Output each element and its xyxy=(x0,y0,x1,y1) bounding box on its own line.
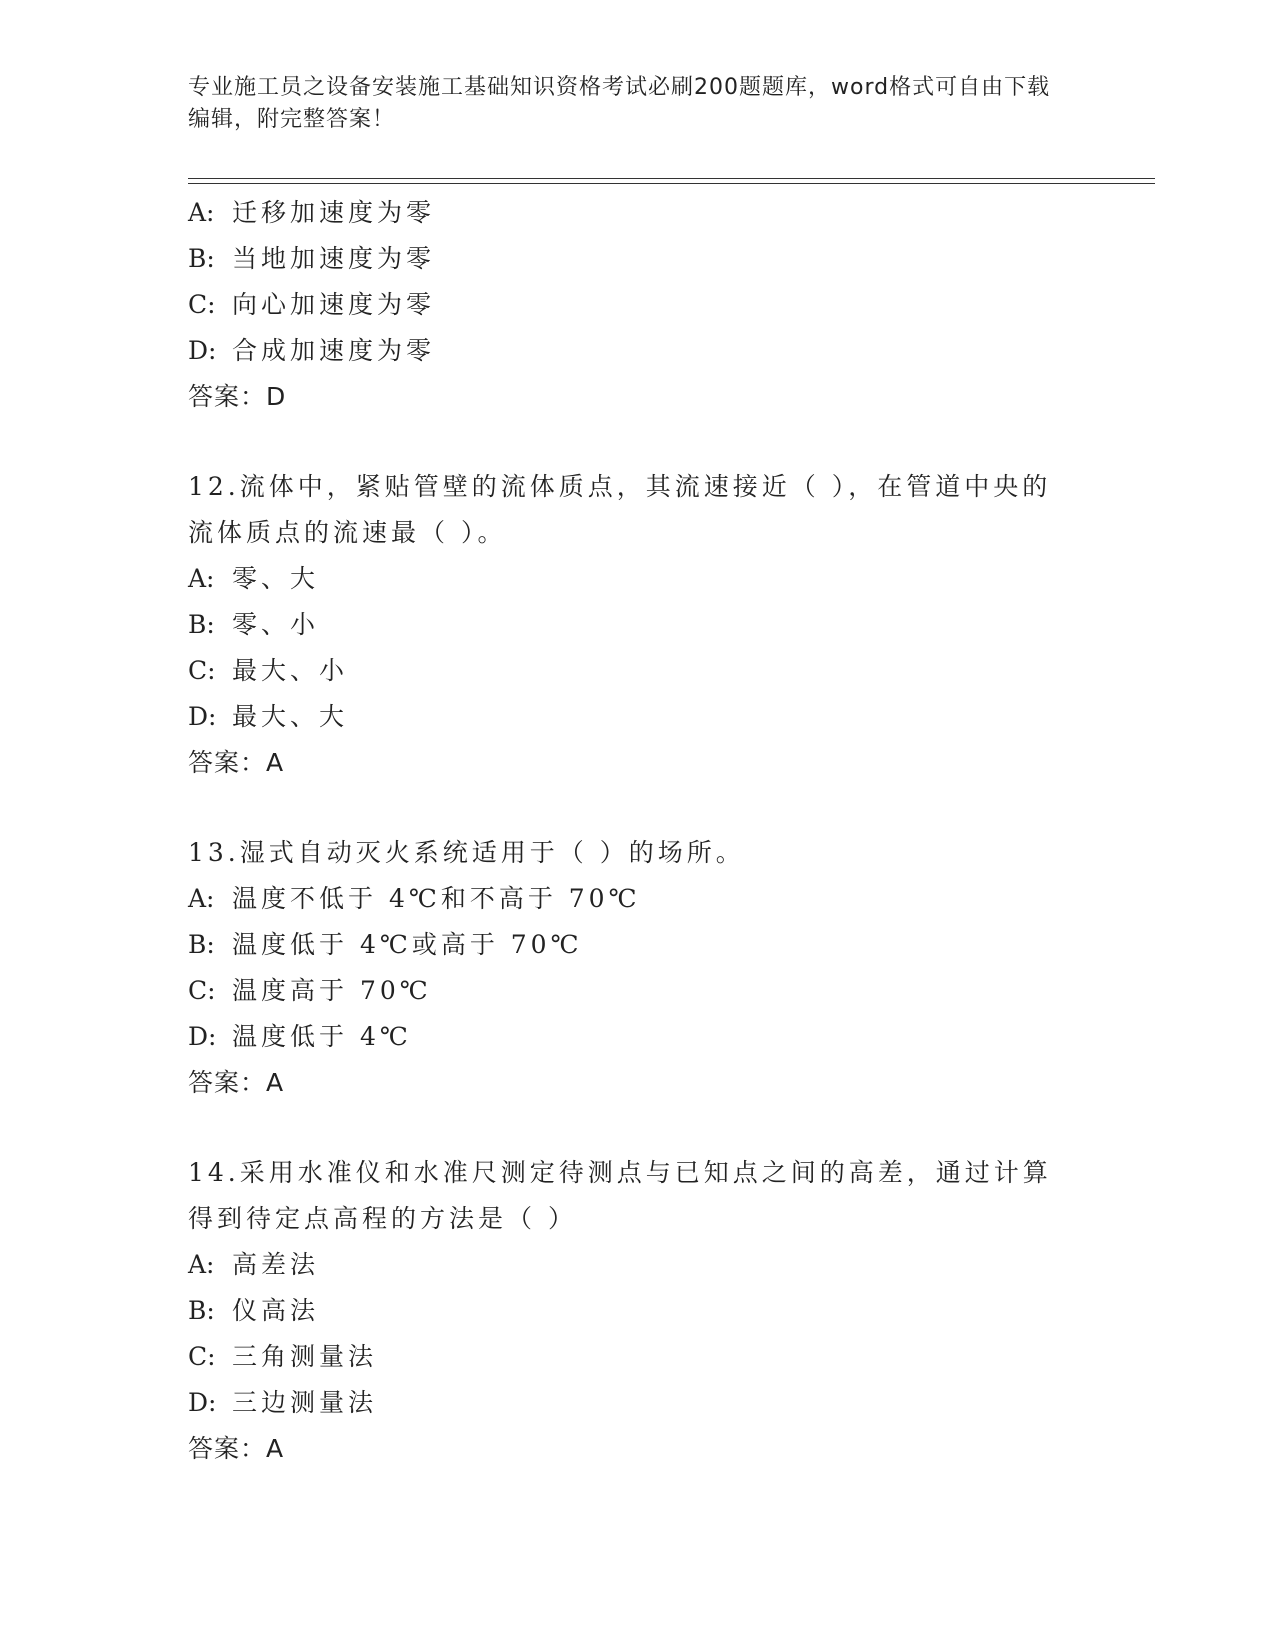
option-letter: A: xyxy=(188,1250,215,1279)
option-text: 温度低于 4℃ xyxy=(232,1022,412,1051)
option-text: 温度不低于 4℃和不高于 70℃ xyxy=(232,884,641,913)
option-letter: A: xyxy=(188,884,215,913)
answer: 答案：A xyxy=(188,748,285,777)
option-d xyxy=(188,328,1088,374)
option-letter: B: xyxy=(188,610,215,639)
option-text: 最大、大 xyxy=(232,702,349,731)
option-text: 最大、小 xyxy=(232,656,349,685)
option-letter: B: xyxy=(188,930,215,959)
option-b xyxy=(188,236,1088,282)
option-letter: C: xyxy=(188,290,216,319)
option-c xyxy=(188,648,1088,694)
option-text: 温度低于 4℃或高于 70℃ xyxy=(232,930,583,959)
option-text: 零、大 xyxy=(232,564,320,593)
option-letter: B: xyxy=(188,244,215,273)
question-14 xyxy=(188,1150,1088,1472)
page-header: 专业施工员之设备安装施工基础知识资格考试必刷200题题库，word格式可自由下载编辑，附完整答案！ xyxy=(188,75,1051,132)
option-letter: C: xyxy=(188,976,216,1005)
option-text: 合成加速度为零 xyxy=(232,336,436,365)
option-letter: D: xyxy=(188,1388,217,1417)
question-13 xyxy=(188,830,1088,1106)
question-12 xyxy=(188,464,1088,786)
option-text: 温度高于 70℃ xyxy=(232,976,432,1005)
question-stem: 14.采用水准仪和水准尺测定待测点与已知点之间的高差，通过计算得到待定点高程的方法是（ ） xyxy=(188,1158,1052,1233)
option-text: 当地加速度为零 xyxy=(232,244,436,273)
option-letter: D: xyxy=(188,336,217,365)
option-text: 高差法 xyxy=(232,1250,320,1279)
option-letter: D: xyxy=(188,1022,217,1051)
question-stem: 13.湿式自动灭火系统适用于（ ）的场所。 xyxy=(188,838,745,867)
option-text: 三角测量法 xyxy=(232,1342,378,1371)
option-c xyxy=(188,1334,1088,1380)
option-b xyxy=(188,1288,1088,1334)
option-b xyxy=(188,602,1088,648)
header-rule-top xyxy=(188,178,1155,179)
option-b xyxy=(188,922,1088,968)
option-d xyxy=(188,1380,1088,1426)
question-list xyxy=(188,190,1088,1472)
answer: 答案：D xyxy=(188,382,287,411)
option-letter: B: xyxy=(188,1296,215,1325)
question-stem: 12.流体中，紧贴管壁的流体质点，其流速接近（ ），在管道中央的流体质点的流速最（ ）。 xyxy=(188,472,1052,547)
answer: 答案：A xyxy=(188,1068,285,1097)
question-11 xyxy=(188,190,1088,420)
option-a xyxy=(188,190,1088,236)
option-letter: D: xyxy=(188,702,217,731)
option-c xyxy=(188,282,1088,328)
option-d xyxy=(188,694,1088,740)
option-text: 三边测量法 xyxy=(232,1388,378,1417)
option-a xyxy=(188,876,1088,922)
option-letter: C: xyxy=(188,1342,216,1371)
option-text: 零、小 xyxy=(232,610,320,639)
option-letter: A: xyxy=(188,564,215,593)
header-rule-bottom xyxy=(188,183,1155,184)
option-text: 向心加速度为零 xyxy=(232,290,436,319)
option-a xyxy=(188,1242,1088,1288)
option-a xyxy=(188,556,1088,602)
option-text: 迁移加速度为零 xyxy=(232,198,436,227)
option-letter: A: xyxy=(188,198,215,227)
answer: 答案：A xyxy=(188,1434,285,1463)
option-letter: C: xyxy=(188,656,216,685)
option-text: 仪高法 xyxy=(232,1296,320,1325)
option-c xyxy=(188,968,1088,1014)
option-d xyxy=(188,1014,1088,1060)
